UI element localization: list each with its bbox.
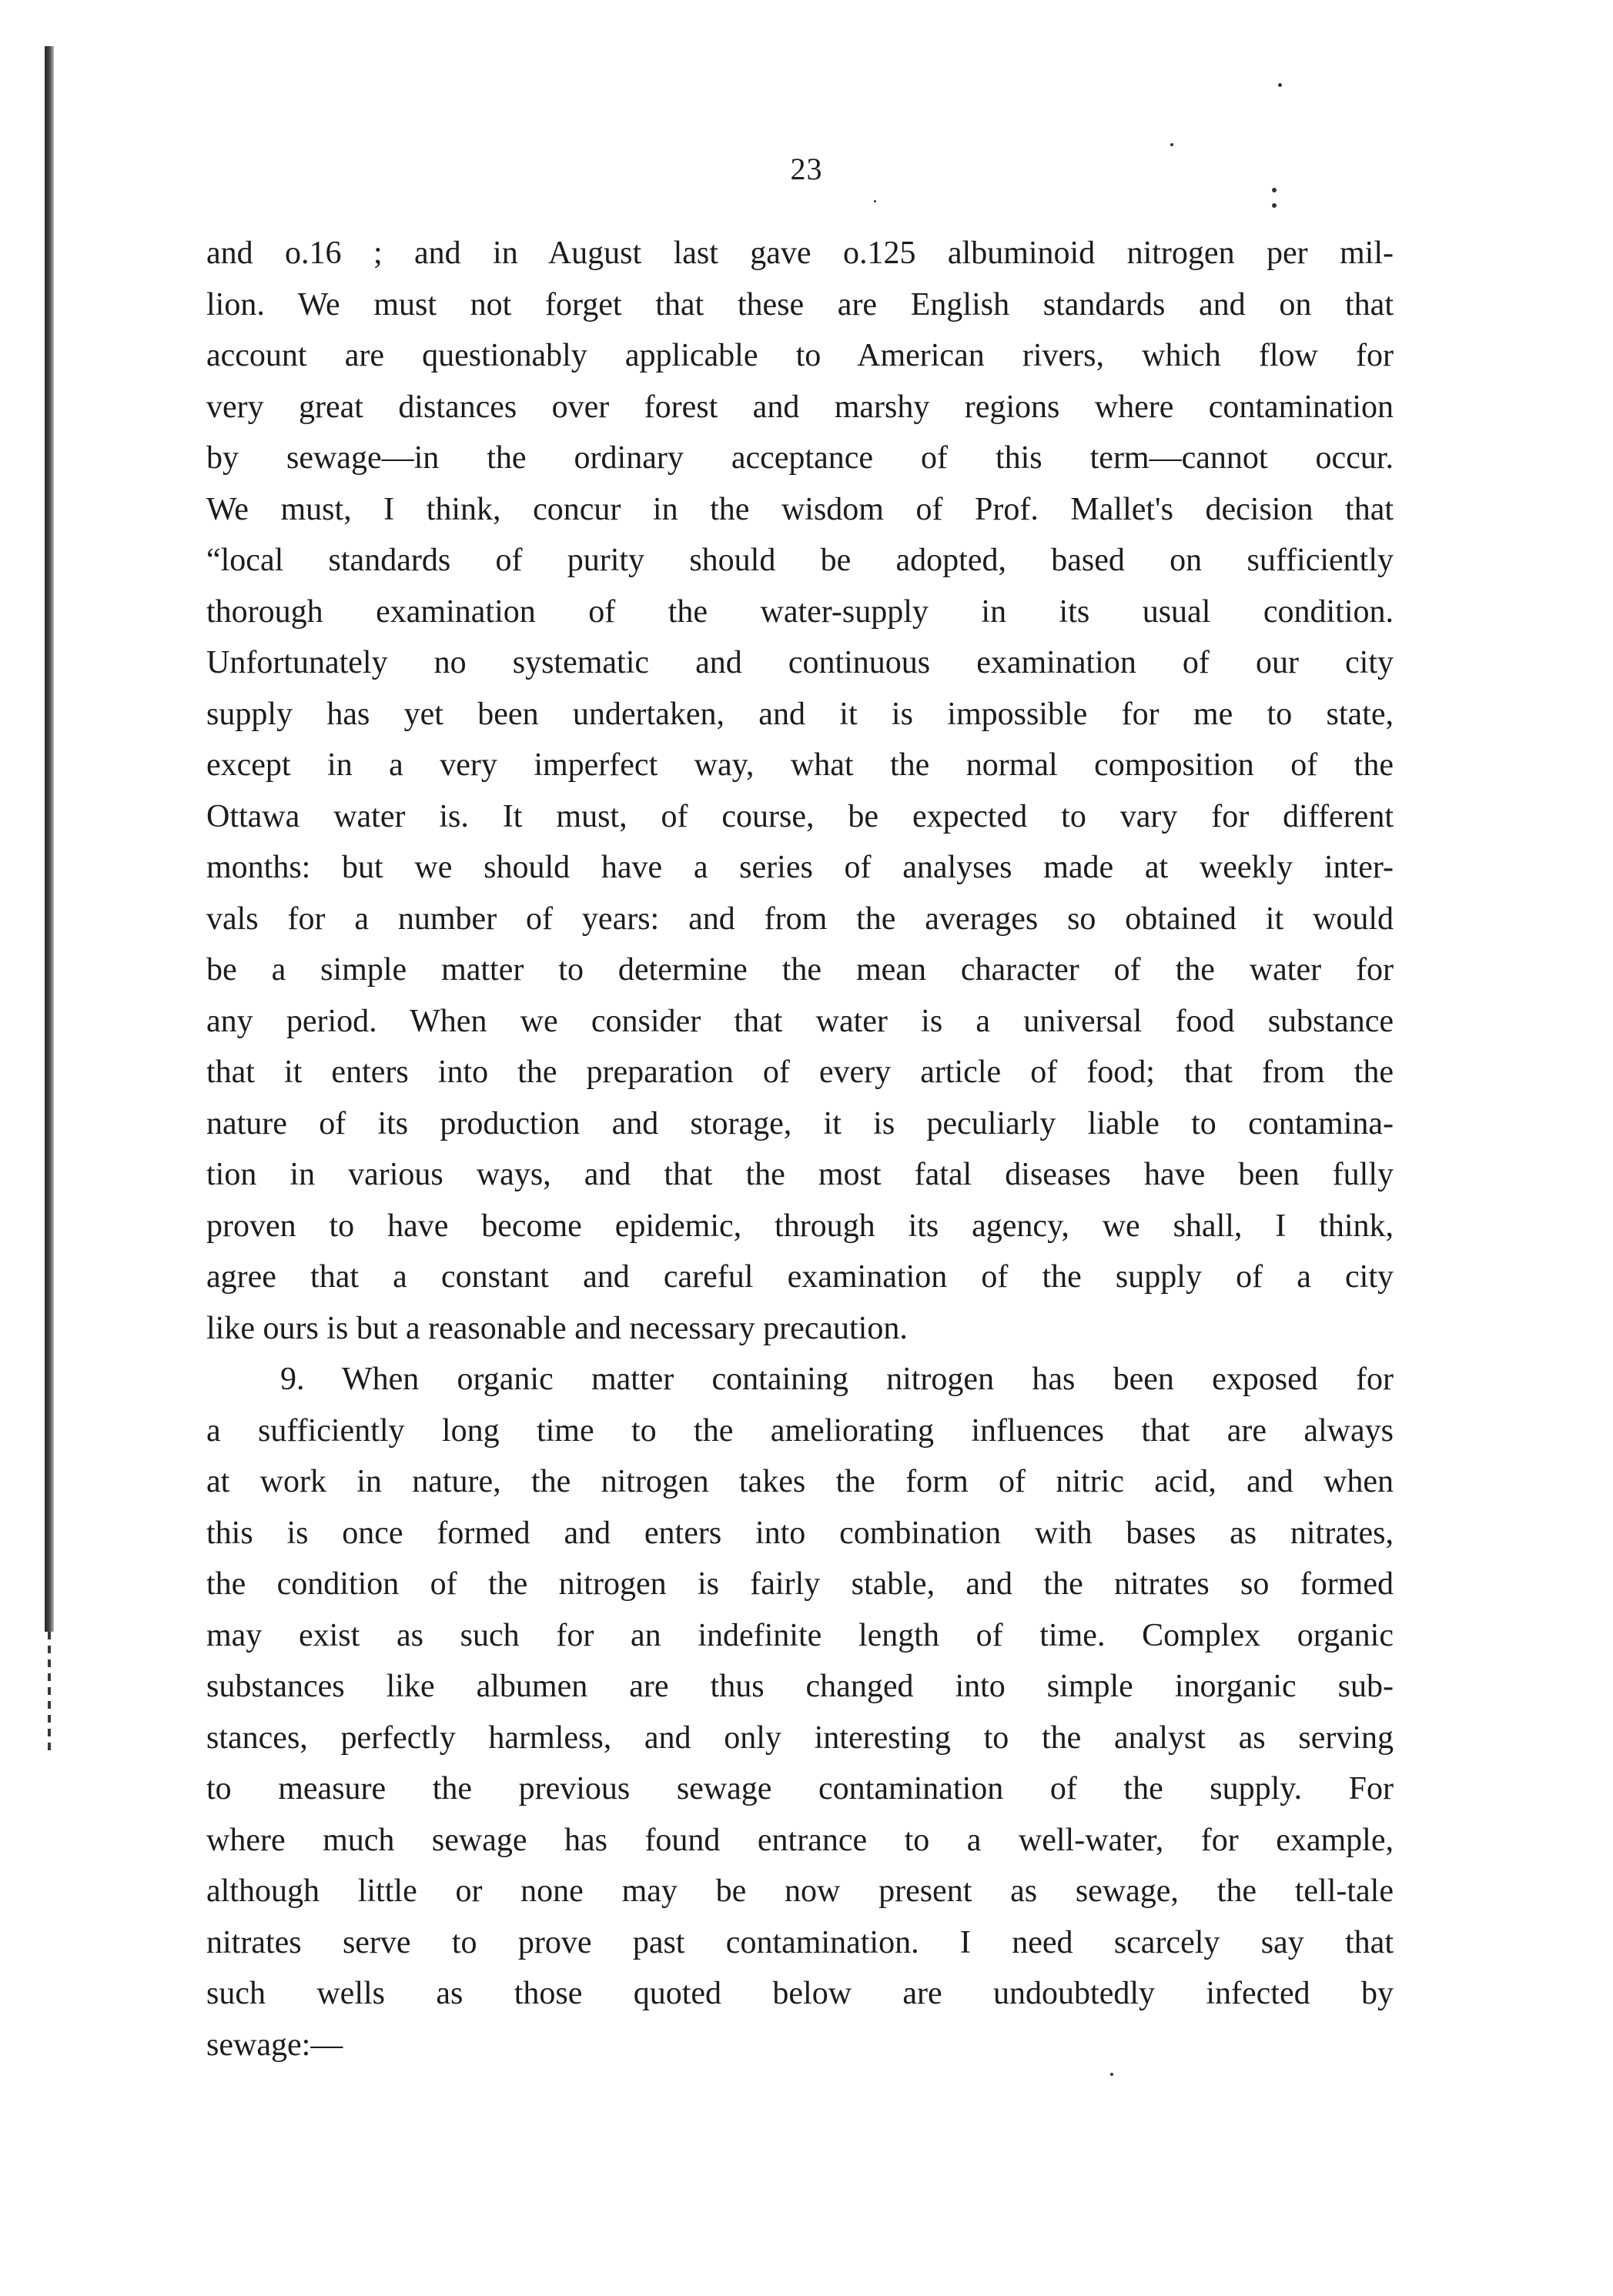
text-line: nature of its production and storage, it is peculiarly liable to contamina- <box>206 1105 1394 1141</box>
text-line: such wells as those quoted below are undoubtedly infected by <box>206 1976 1394 2011</box>
text-line: 9. When organic matter containing nitrogen has been exposed for <box>280 1362 1394 1397</box>
text-line: agree that a constant and careful examination of the supply of a city <box>206 1259 1394 1295</box>
text-line: proven to have become epidemic, through its agency, we shall, I think, <box>206 1208 1394 1244</box>
scan-speck <box>1272 188 1277 192</box>
scan-speck <box>1272 203 1277 208</box>
text-line: and o.16 ; and in August last gave o.125 albuminoid nitrogen per mil- <box>206 236 1394 271</box>
text-line: by sewage—in the ordinary acceptance of this term—cannot occur. <box>206 440 1394 476</box>
text-line: except in a very imperfect way, what the normal composition of the <box>206 747 1394 783</box>
text-line: nitrates serve to prove past contamination. I need scarcely say that <box>206 1924 1394 1960</box>
text-line: supply has yet been undertaken, and it is impossible for me to state, <box>206 696 1394 732</box>
text-line: like ours is but a reasonable and necessary precaution. <box>206 1310 908 1346</box>
scan-speck <box>1110 2073 1113 2076</box>
scan-speck <box>874 200 876 202</box>
text-line: where much sewage has found entrance to a well-water, for example, <box>206 1822 1394 1858</box>
text-line: vals for a number of years: and from the averages so obtained it would <box>206 901 1394 937</box>
body-text <box>206 228 1394 2070</box>
text-line: We must, I think, concur in the wisdom of Prof. Mallet's decision that <box>206 491 1394 527</box>
text-line: “local standards of purity should be adopted, based on sufficiently <box>206 543 1394 578</box>
text-line: may exist as such for an indefinite length of time. Complex organic <box>206 1617 1394 1653</box>
text-line: Ottawa water is. It must, of course, be expected to vary for different <box>206 798 1394 834</box>
scan-speck <box>1170 143 1173 146</box>
text-line: very great distances over forest and marshy regions where contamination <box>206 389 1394 425</box>
text-line: months: but we should have a series of analyses made at weekly inter- <box>206 850 1394 885</box>
text-line: any period. When we consider that water is a universal food substance <box>206 1003 1394 1039</box>
scan-binding-edge-dashes <box>48 1632 51 1755</box>
text-line: the condition of the nitrogen is fairly stable, and the nitrates so formed <box>206 1566 1394 1602</box>
text-line: to measure the previous sewage contamination of the supply. For <box>206 1771 1394 1806</box>
text-line: be a simple matter to determine the mean character of the water for <box>206 952 1394 988</box>
paragraph-1 <box>206 228 1394 1354</box>
page-number: 23 <box>790 152 823 186</box>
scan-binding-edge <box>45 46 54 1632</box>
scan-speck <box>1278 83 1282 87</box>
text-line: thorough examination of the water-supply in its usual condition. <box>206 593 1394 630</box>
paragraph-2 <box>206 1354 1394 2070</box>
text-line: a sufficiently long time to the ameliorating influences that are always <box>206 1412 1394 1449</box>
text-line: that it enters into the preparation of every article of food; that from the <box>206 1054 1394 1090</box>
text-line: lion. We must not forget that these are English standards and on that <box>206 286 1394 323</box>
text-line: although little or none may be now present as sewage, the tell-tale <box>206 1873 1394 1909</box>
text-line: this is once formed and enters into combination with bases as nitrates, <box>206 1515 1394 1551</box>
text-line: substances like albumen are thus changed into simple inorganic sub- <box>206 1669 1394 1704</box>
text-line: at work in nature, the nitrogen takes the form of nitric acid, and when <box>206 1464 1394 1499</box>
text-line: sewage:— <box>206 2027 343 2063</box>
text-line: tion in various ways, and that the most fatal diseases have been fully <box>206 1157 1394 1192</box>
text-line: stances, perfectly harmless, and only interesting to the analyst as serving <box>206 1719 1394 1756</box>
text-line: account are questionably applicable to American rivers, which flow for <box>206 338 1394 373</box>
text-line: Unfortunately no systematic and continuous examination of our city <box>206 645 1394 680</box>
